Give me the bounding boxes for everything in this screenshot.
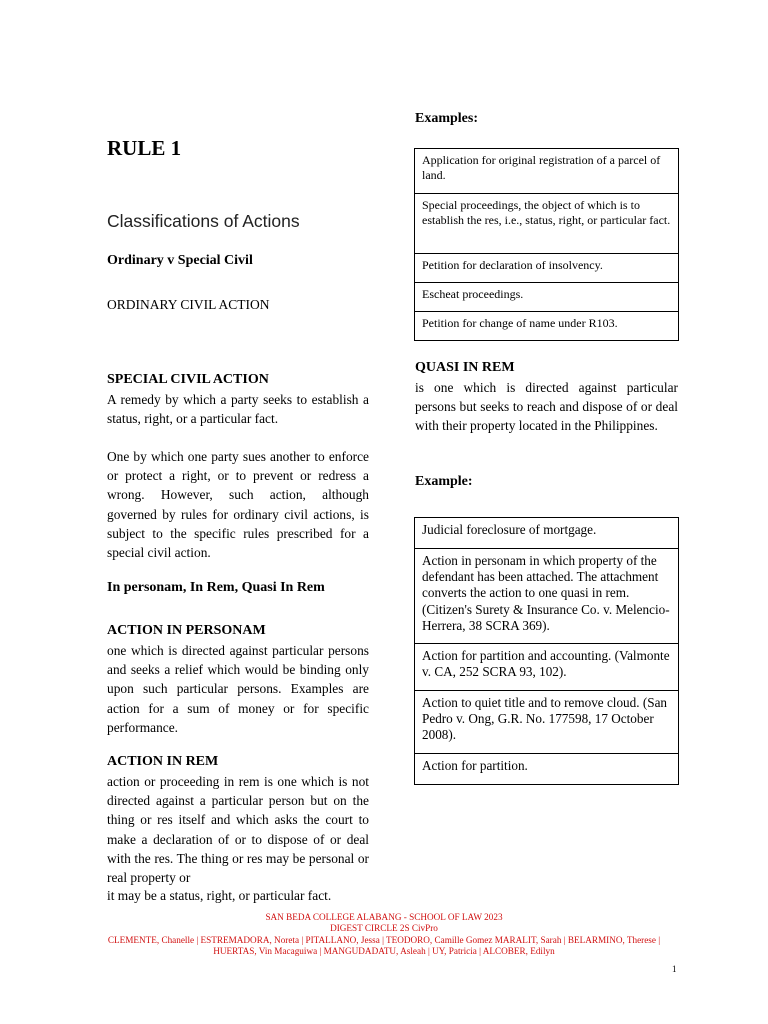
table-row — [415, 254, 679, 283]
ordinary-v-special-heading: Ordinary v Special Civil — [107, 253, 253, 268]
table-cell: Action for partition and accounting. (Valmonte v. CA, 252 SCRA 93, 102). — [415, 644, 679, 691]
footer-school: SAN BEDA COLLEGE ALABANG - SCHOOL OF LAW 2023 — [265, 912, 503, 922]
table-row — [415, 518, 679, 549]
table-cell: Petition for change of name under R103. — [415, 312, 679, 341]
table-cell: Escheat proceedings. — [415, 283, 679, 312]
table-cell: Action to quiet title and to remove cloud. (San Pedro v. Ong, G.R. No. 177598, 17 October 2008). — [415, 691, 679, 754]
action-in-personam-heading: ACTION IN PERSONAM — [107, 623, 266, 638]
table-cell: Judicial foreclosure of mortgage. — [415, 518, 679, 549]
special-civil-action-paragraph: One by which one party sues another to enforce or protect a right, or to prevent or redress a wrong. However, such action, although governed by rules for ordinary civil actions, is subject to the specific rules prescribed for a special civil action. — [107, 449, 369, 561]
table-row — [415, 149, 679, 194]
quasi-in-rem-text: is one which is directed against particular persons but seeks to reach and dispose of or deal with their property located in the Philippines. — [415, 380, 678, 434]
classifications-title: Classifications of Actions — [107, 211, 300, 231]
rule-title: RULE 1 — [107, 136, 182, 160]
table-row — [415, 194, 679, 254]
table-row — [415, 549, 679, 644]
table-cell: Special proceedings, the object of which is to establish the res, i.e., status, right, or particular fact. — [415, 194, 679, 254]
table-row — [415, 644, 679, 691]
example-table — [414, 517, 679, 785]
special-civil-action-heading: SPECIAL CIVIL ACTION — [107, 372, 269, 387]
table-row — [415, 312, 679, 341]
example-heading: Example: — [415, 474, 473, 489]
action-in-personam-text: one which is directed against particular persons and seeks a relief which would be binding only upon such particular persons. Examples are action for a sum of money or for specific performance. — [107, 643, 369, 735]
table-cell: Action in personam in which property of the defendant has been attached. The attachment converts the action to one quasi in rem. (Citizen's Surety & Insurance Co. v. Melencio- Herrera, 38 SCRA 369). — [415, 549, 679, 644]
table-cell: Petition for declaration of insolvency. — [415, 254, 679, 283]
special-civil-action-definition: A remedy by which a party seeks to establish a status, right, or a particular fact. — [107, 392, 369, 427]
table-row — [415, 691, 679, 754]
ordinary-civil-action-label: ORDINARY CIVIL ACTION — [107, 297, 270, 312]
table-row — [415, 754, 679, 785]
table-cell: Application for original registration of a parcel of land. — [415, 149, 679, 194]
examples-heading: Examples: — [415, 111, 478, 126]
page-number: 1 — [672, 964, 677, 974]
table-row — [415, 283, 679, 312]
page-footer — [90, 912, 678, 958]
action-in-rem-text: action or proceeding in rem is one which is not directed against a particular person but on the thing or res itself and which asks the court to make a declaration of or to dispose of or deal with the res. The thing or res may be personal or real property or — [107, 774, 369, 886]
table-cell: Action for partition. — [415, 754, 679, 785]
footer-authors-line-1: CLEMENTE, Chanelle | ESTREMADORA, Noreta | PITALLANO, Jessa | TEODORO, Camille Gomez MARALIT, Sarah | BELARMINO, Therese | — [107, 934, 661, 945]
footer-circle: DIGEST CIRCLE 2S CivPro — [330, 923, 438, 934]
personam-rem-heading: In personam, In Rem, Quasi In Rem — [107, 580, 325, 595]
action-in-rem-text-continued: it may be a status, right, or particular fact. — [107, 888, 332, 903]
action-in-rem-heading: ACTION IN REM — [107, 754, 219, 769]
quasi-in-rem-heading: QUASI IN REM — [415, 360, 515, 375]
footer-authors-line-2: HUERTAS, Vin Macaguiwa | MANGUDADATU, Asleah | UY, Patricia | ALCOBER, Edilyn — [213, 946, 555, 957]
examples-table — [414, 148, 679, 341]
